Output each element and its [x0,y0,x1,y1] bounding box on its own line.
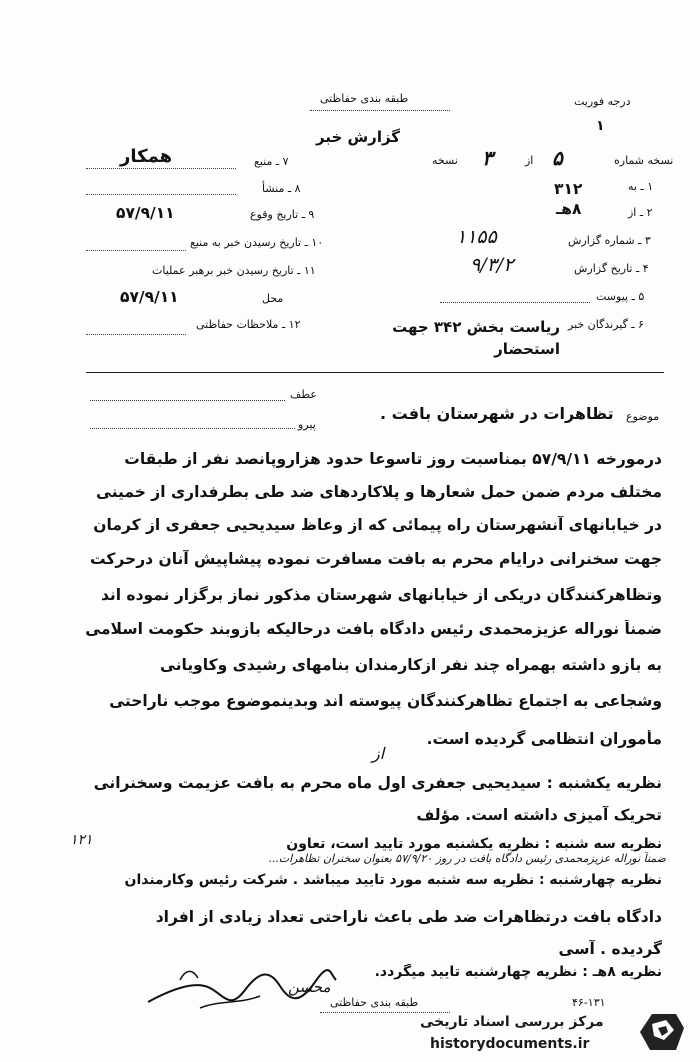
opinion-line: دادگاه بافت درتظاهرات ضد طی باعث ناراحتی تعداد زیادی از افراد [155,908,662,926]
security-remarks-line [86,334,186,335]
watermark-logo [636,1008,688,1056]
origin-line [86,194,236,195]
form-title: گزارش خبر [316,128,401,146]
opinion-line: نظریه سه شنبه : نظریه یکشنبه مورد تایید است، تعاون [286,836,662,852]
field-label-security-remarks: ۱۲ ـ ملاحظات حفاظتی [196,318,301,331]
body-line: در خیابانهای آنشهرستان راه پیمائی که از وعاظ سیدیحیی جعفری از کرمان [93,516,662,534]
subject-label: موضوع [626,410,660,423]
field-value-to: ۳۱۲ [554,180,583,198]
field-value-received-leader: ۵۷/۹/۱۱ [120,288,179,306]
body-line: به بازو داشته بهمراه چند نفر ازکارمندان بنامهای رشیدی وکاویانی [160,656,662,674]
body-line: وشجاعی به اجتماع تظاهرکنندگان پیوسته اند وبدینموضوع موجب ناراحتی [109,692,662,710]
watermark-url: historydocuments.ir [430,1036,590,1052]
field-label-report-number: ۳ ـ شماره گزارش [568,234,651,247]
body-line: مأموران انتظامی گردیده است. [426,730,662,748]
source-line [86,168,236,169]
doc-code: ۴۶-۱۳۱ [572,996,606,1009]
peyro-label: پیرو [298,418,316,431]
field-label-received-leader: ۱۱ ـ تاریخ رسیدن خبر برهبر عملیات [152,264,316,277]
body-line: وتظاهرکنندگان دریکی از خیابانهای شهرستان مذکور نماز برگزار نموده اند [100,586,662,604]
opinion-line: نظریه چهارشنبه : نظریه سه شنبه مورد تایید میباشد . شرکت رئیس وکارمندان [124,872,662,888]
attachment-line [440,302,590,303]
classification-underline [310,110,450,111]
body-line: درمورخه ۵۷/۹/۱۱ بمناسبت روز تاسوعا حدود هزاروپانصد نفر از طبقات [124,450,662,468]
field-label-place: محل [262,292,284,305]
field-value-source: همکار [120,146,173,167]
classification-bottom-line [320,1012,450,1013]
field-label-to: ۱ ـ به [628,180,654,193]
body-line: مختلف مردم ضمن حمل شعارها و پلاکاردهای ضد طی بطرفداری از خمینی [96,483,662,501]
handwritten-insert: از [372,744,385,763]
field-value-report-number: ۱۱۵۵ [456,226,497,248]
copy-number-value: ۵ [552,146,563,170]
header-separator [86,372,664,373]
body-line: ضمناً نوراله عزیزمحمدی رئیس دادگاه بافت درحالیکه بازوبند حکومت اسلامی [85,620,662,638]
copy-of-label: از [525,154,534,167]
atf-line [90,400,285,401]
handwritten-code: ۱۲۱ [70,832,93,848]
page-mark: ۱ [596,118,605,134]
classification-bottom: طبقه بندی حفاظتی [330,996,419,1009]
field-value-recipients: ریاست بخش ۳۴۲ جهت استحضار [392,318,560,358]
body-line: جهت سخنرانی درایام محرم به بافت مسافرت نموده پیشاپیش آنان درحرکت [89,550,662,568]
signature-text: محسن [288,978,331,996]
field-label-report-date: ۴ ـ تاریخ گزارش [574,262,649,275]
field-label-from: ۲ ـ از [628,206,653,219]
opinion-line: نظریه ۸هـ : نظریه چهارشنبه تایید میگردد. [374,964,662,980]
field-label-event-date: ۹ ـ تاریخ وقوع [250,208,315,221]
field-value-event-date: ۵۷/۹/۱۱ [116,204,175,222]
field-label-received-source: ۱۰ ـ تاریخ رسیدن خبر به منبع [190,236,324,249]
copy-number-label: نسخه شماره [614,154,674,167]
field-label-source: ۷ ـ منبع [254,155,289,168]
field-label-attachment: ۵ ـ پیوست [596,290,645,303]
atf-label: عطف [290,388,317,401]
received-source-line [86,250,186,251]
copy-of-value: ۳ [482,146,493,170]
field-value-report-date: ۹/۳/۲ [470,254,514,276]
opinion-line: گردیده . آسی [558,940,662,958]
watermark-fa: مرکز بررسی اسناد تاریخی [420,1014,604,1030]
peyro-line [90,428,295,429]
copy-word: نسخه [432,154,458,167]
priority-label: درجه فوریت [574,95,631,108]
opinion-line: نظریه یکشنبه : سیدیحیی جعفری اول ماه محرم به بافت عزیمت وسخنرانی [93,774,662,792]
handwritten-margin-note: ضمناً نوراله عزیزمحمدی رئیس دادگاه بافت در روز ۵۷/۹/۲۰ بعنوان سخنران تظاهرات... [268,852,666,865]
field-label-origin: ۸ ـ منشأ [262,182,301,195]
field-label-recipients: ۶ ـ گیرندگان خبر [568,318,644,331]
opinion-line: تحریک آمیزی داشته است. مؤلف [416,806,662,824]
field-value-from: ۸هـ [556,200,582,218]
classification-top: طبقه بندی حفاظتی [320,92,409,105]
subject-text: تظاهرات در شهرستان بافت . [380,404,614,423]
